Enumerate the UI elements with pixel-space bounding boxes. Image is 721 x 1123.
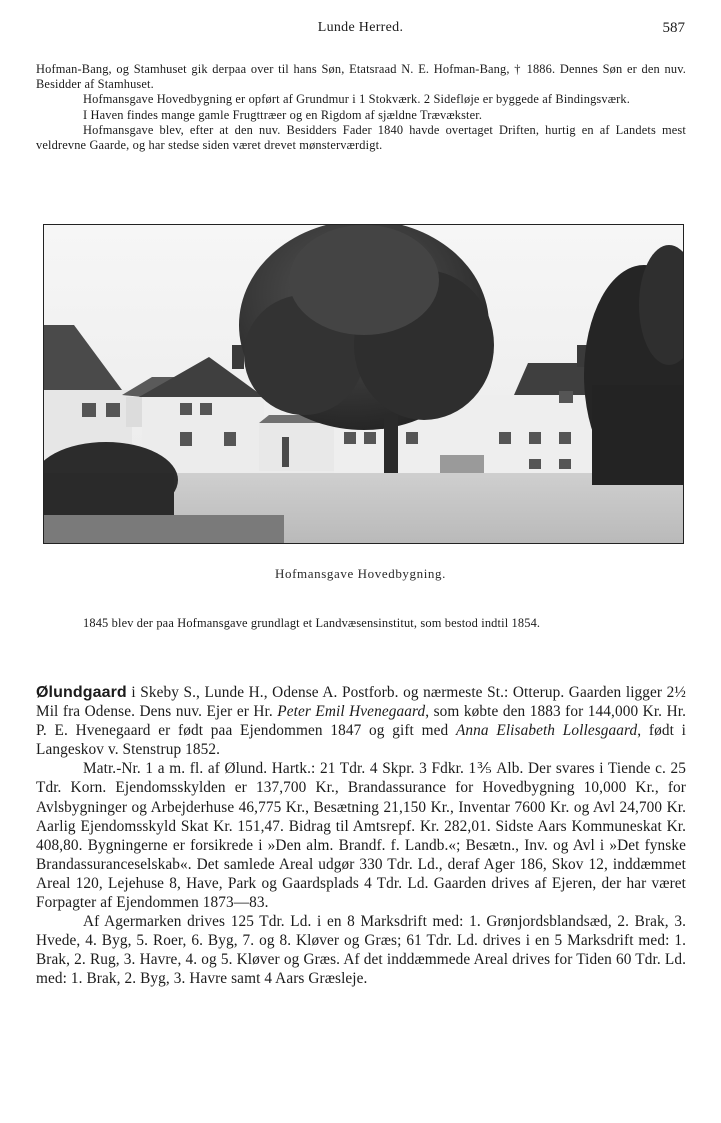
institute-note-text: 1845 blev der paa Hofmansgave grundlagt et Landvæsensinstitut, som bestod indtil 1854. [83, 616, 541, 630]
institute-note [36, 616, 686, 632]
estate-valuation-paragraph: Matr.-Nr. 1 a m. fl. af Ølund. Hartk.: 21 Tdr. 4 Skpr. 3 Fdkr. 1⅗ Alb. Der svares i Tiende c. 25 Tdr. Korn. Ejendomsskylden er 137,700 Kr., Brandassurance for Hovedbygning 10,000 Kr., for Avlsbygninger og Arbejderhuse 46,775 Kr., Besætning 21,150 Kr., Inventar 7600 Kr. og Avl 24,700 Kr. Aarlig Ejendomsskyld Skat Kr. 151,47. Bidrag til Amtsrepf. Kr. 282,01. Sidste Aars Kommuneskat Kr. 408,80. Bygningerne er forsikrede i »Den alm. Brandf. f. Landb.«; Besætn., Inv. og Avl i »Det fynske Brandassuranceselskab«. Det samlede Areal udgør 330 Tdr. Ld., deraf Ager 186, Skov 12, inddæmmet Areal 120, Lejehuse 8, Have, Park og Gaardsplads 4 Tdr. Ld. Gaarden drives af Ejeren, der har været Forpagter af Ejendommen 1873—83. [36, 760, 686, 912]
paragraph-stamhus: Hofman-Bang, og Stamhuset gik derpaa over til hans Søn, Etatsraad N. E. Hofman-Bang, † 1886. Dennes Søn er den nuv. Besidder af Stamhuset. [36, 62, 686, 92]
owner-name: Peter Emil Hvenegaard [277, 703, 426, 721]
paragraph-hovedbygning: Hofmansgave Hovedbygning er opført af Grundmur i 1 Stokværk. 2 Sidefløje er byggede af Bindingsværk. [83, 92, 631, 107]
photo-caption: Hofmansgave Hovedbygning. [275, 566, 446, 581]
paragraph-haven: I Haven findes mange gamle Frugttræer og en Rigdom af sjældne Trævækster. [83, 107, 483, 122]
estate-entry [36, 683, 686, 989]
manor-photo-image [44, 225, 684, 544]
paragraph-drift: Hofmansgave blev, efter at den nuv. Besidders Fader 1840 havde overtaget Driften, hurtig en af Landets mest veldrevne Gaarde, og har stedse siden været drevet mønsterværdigt. [36, 122, 686, 153]
manor-photograph [43, 224, 684, 544]
estate-intro-paragraph [36, 683, 686, 759]
estate-name: Ølundgaard [36, 684, 127, 701]
estate-crop-rotation-paragraph: Af Agermarken drives 125 Tdr. Ld. i en 8 Marksdrift med: 1. Grønjordsblandsæd, 2. Brak, 3. Hvede, 4. Byg, 5. Roer, 6. Byg, 7. og 8. Kløver og Græs; 61 Tdr. Ld. drives i en 5 Marksdrift med: 1. Brak, 2. Rug, 3. Havre, 4. og 5. Kløver og Græs. Af det inddæmmede Areal drives for Tiden 60 Tdr. Ld. med: 1. Brak, 2. Byg, 3. Havre samt 4 Aars Græsleje. [36, 913, 686, 988]
estate-location-text: i Skeby S., Lunde H., Odense A. Postforb. og nærmeste St.: Otterup. Gaarden ligger 2½ Mil fra Odense. Dens nuv. Ejer er Hr. [36, 684, 686, 721]
estate-purchase-text: , som købte den 1883 for 144,000 Kr. Hr. P. E. Hvenegaard er født paa Ejendommen 1847 og gift med [36, 703, 686, 740]
wife-birth-text: , født i Langeskov v. Stenstrup 1852. [36, 722, 686, 759]
running-title: Lunde Herred. [317, 20, 404, 35]
intro-text-block [36, 62, 686, 153]
running-head [36, 20, 685, 40]
page-number: 587 [662, 20, 685, 36]
wife-name: Anna Elisabeth Lollesgaard [455, 722, 638, 740]
